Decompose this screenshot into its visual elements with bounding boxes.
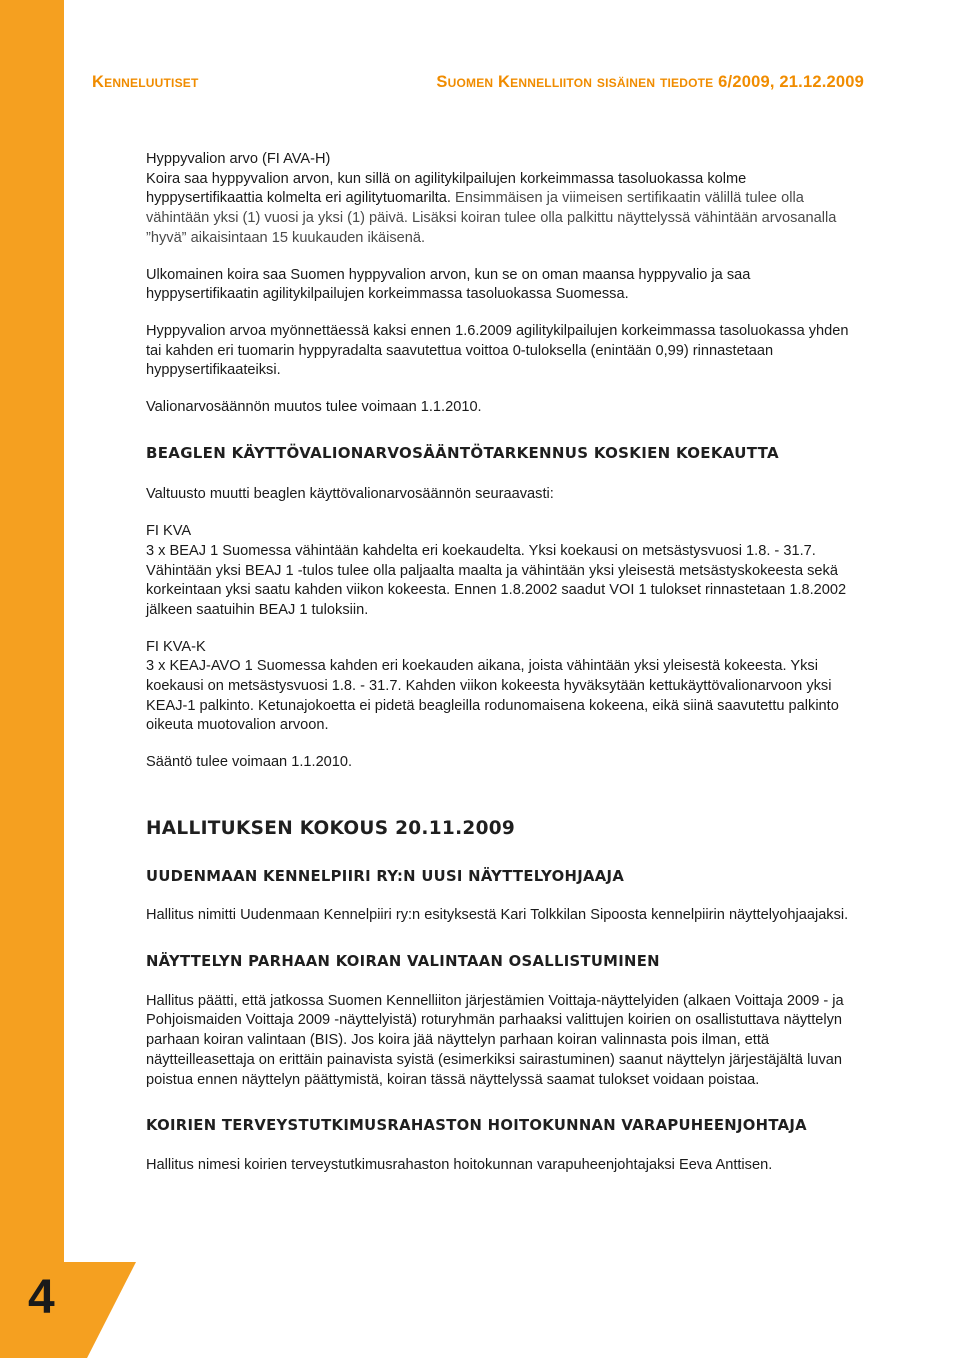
bis-participation-text: Hallitus päätti, että jatkossa Suomen Kennelliiton järjestämien Voittaja-näyttelyiden (alkaen Voittaja 2009 - ja Pohjoismaiden Voittaja 2009 -näyttelyistä) roturyhmän parhaaksi valittujen koirien on osallistuttava näyttelyn parhaan koiran valintaan (BIS). Jos koira jää näyttelyn parhaan koiran valinnasta pois ilman, että näytteilleasettaja on erittäin painavista syistä (esimerkiksi sairastuminen) saanut näyttelyn järjestäjältä luvan poistua ennen näyttelyn päättymistä, koiran tässä näyttelyssä saamat tulokset voidaan poistaa. (146, 992, 844, 1088)
left-margin-bar (0, 0, 64, 1358)
foreign-dog-paragraph: Ulkomainen koira saa Suomen hyppyvalion arvon, kun se on oman maansa hyppyvalio ja saa hyppysertifikaatin agilitykilpailujen korkeimmassa tasoluokassa Suomessa. (146, 266, 751, 303)
board-meeting-heading: HALLITUKSEN KOKOUS 20.11.2009 (146, 817, 516, 839)
header-publication-info: Suomen Kennelliiton sisäinen tiedote 6/2009, 21.12.2009 (436, 73, 864, 91)
beagle-intro: Valtuusto muutti beaglen käyttövalionarvosäännön seuraavasti: (146, 486, 554, 503)
hyppyvalio-paragraph (146, 170, 866, 249)
header-section-title: Kenneluutiset (92, 73, 199, 91)
health-fund-heading: KOIRIEN TERVEYSTUTKIMUSRAHASTON HOITOKUNNAN VARAPUHEENJOHTAJA (146, 1117, 807, 1135)
kva-text: 3 x BEAJ 1 Suomessa vähintään kahdelta eri koekaudelta. Yksi koekausi on metsästysvuosi 1.8. - 31.7. Vähintään yksi BEAJ 1 -tulos tulee olla paljaalta maalta ja vähintään yksi yleisestä metsästyskokeesta sekä korkeintaan yksi saatu kahden viikon kokeesta. Ennen 1.8.2002 saadut VOI 1 tulokset rinnastetaan 1.8.2002 jälkeen saatuihin BEAJ 1 tuloksiin. (146, 542, 847, 618)
page-number-tab (0, 1262, 136, 1358)
kva-title: FI KVA (146, 523, 192, 540)
kvak-title: FI KVA-K (146, 638, 206, 655)
beagle-effective: Sääntö tulee voimaan 1.1.2010. (146, 754, 353, 771)
hyppyvalio-paragraph-grey: Ensimmäisen ja viimeisen sertifikaatin välillä tulee olla vähintään yksi (1) vuosi ja yksi (1) päivä. Lisäksi koiran tulee olla palkittu näyttelyssä vähintään arvosanalla ”hyvä” aikaisintaan 15 kuukauden ikäisenä. (146, 190, 837, 246)
bis-participation-heading: NÄYTTELYN PARHAAN KOIRAN VALINTAAN OSALLISTUMINEN (146, 952, 660, 970)
kvak-block (146, 638, 866, 737)
kva-block (146, 522, 866, 621)
page-number: 4 (28, 1271, 54, 1324)
hyppyvalio-title: Hyppyvalion arvo (FI AVA-H) (146, 151, 331, 167)
kvak-text: 3 x KEAJ-AVO 1 Suomessa kahden eri koekauden aikana, joista vähintään yksi yleisestä kokeesta. Yksi koekausi on metsästysvuosi 1.8. - 31.7. Kahden viikon kokeesta hyväksytään kettukäyttövalionarvoon yksi KEAJ-1 palkinto. Ketunajokoetta ei pidetä beagleilla rodunomaisena kokeena, eikä siinä saavutettu palkinto oikeuta muotovalion arvoon. (146, 658, 839, 734)
show-director-text: Hallitus nimitti Uudenmaan Kennelpiiri ry:n esityksestä Kari Tolkkilan Sipoosta kennelpiirin näyttelyohjaajaksi. (146, 907, 849, 924)
hyppyvalio-section (146, 150, 866, 249)
article-content (146, 150, 866, 1193)
beagle-section-heading: BEAGLEN KÄYTTÖVALIONARVOSÄÄNTÖTARKENNUS KOSKIEN KOEKAUTTA (146, 443, 779, 462)
health-fund-text: Hallitus nimesi koirien terveystutkimusrahaston hoitokunnan varapuheenjohtajaksi Eeva Anttisen. (146, 1156, 773, 1173)
rule-effective-paragraph: Valionarvosäännön muutos tulee voimaan 1.1.2010. (146, 399, 482, 416)
hyppyvalio-paragraph-dark: Koira saa hyppyvalion arvon, kun sillä on agilitykilpailujen korkeimmassa tasoluokassa kolme hyppysertifikaattia kolmelta eri agilitytuomarilta. (146, 170, 747, 207)
transition-rule-paragraph: Hyppyvalion arvoa myönnettäessä kaksi ennen 1.6.2009 agilitykilpailujen korkeimmassa tasoluokassa yhden tai kahden eri tuomarin hyppyradalta saavutettua voittoa 0-tuloksella (enintään 0,99) rinnastetaan hyppysertifikaateiksi. (146, 322, 849, 379)
show-director-heading: UUDENMAAN KENNELPIIRI RY:N UUSI NÄYTTELYOHJAAJA (146, 867, 625, 885)
